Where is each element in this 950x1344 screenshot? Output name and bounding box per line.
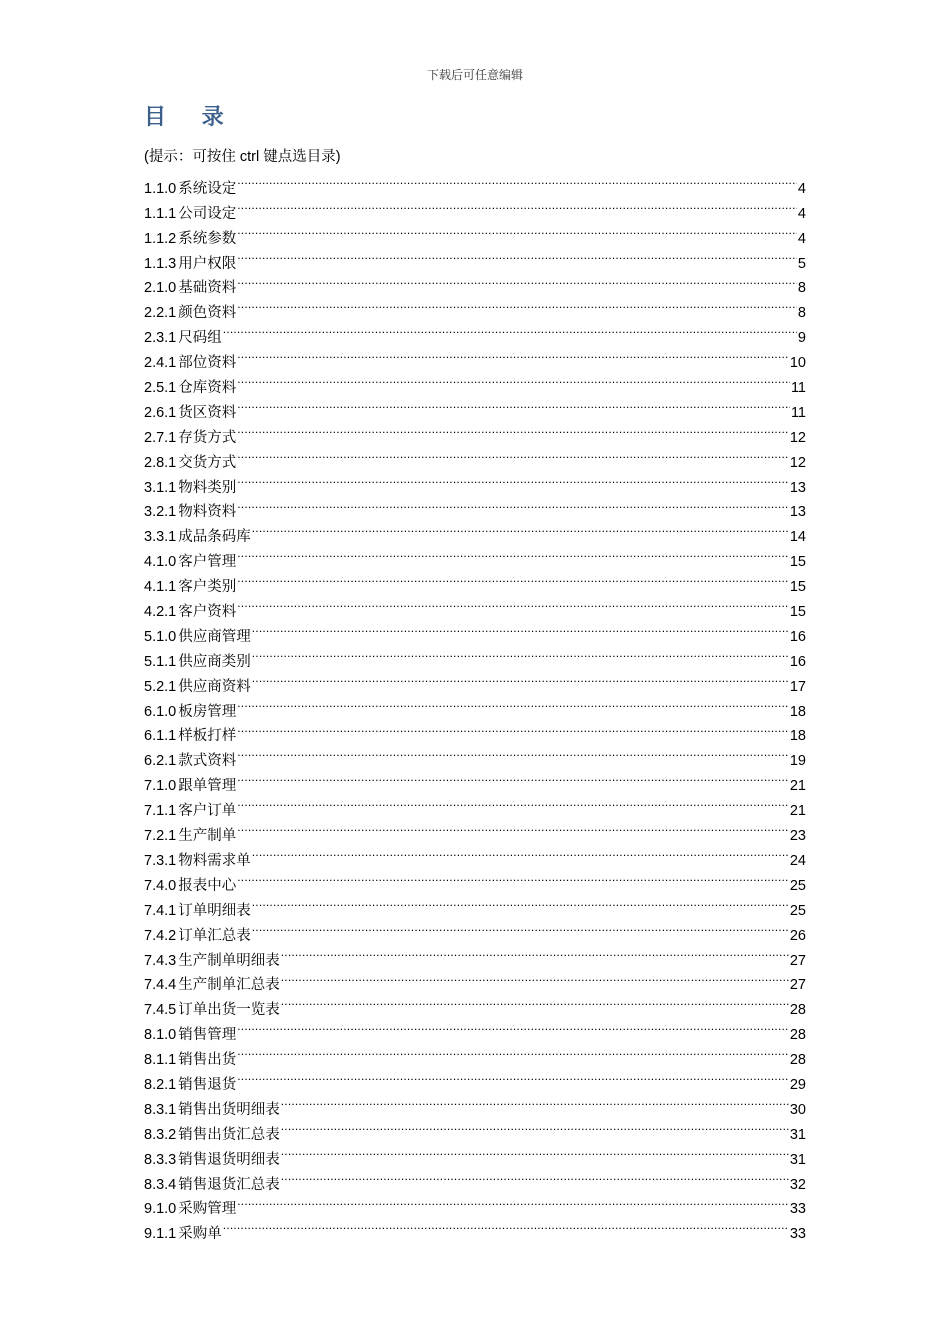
toc-dot-leader xyxy=(237,342,789,367)
toc-entry-page: 33 xyxy=(789,1201,806,1218)
toc-entry-number: 2.2.1 xyxy=(144,305,177,322)
toc-entry[interactable] xyxy=(144,168,806,197)
toc-dot-leader xyxy=(281,940,789,965)
toc-dot-leader xyxy=(237,790,789,815)
toc-entry-title: 用户权限 xyxy=(178,255,237,272)
toc-dot-leader xyxy=(237,168,797,193)
toc-entry-title: 供应商管理 xyxy=(178,628,251,645)
toc-entry-page: 15 xyxy=(789,579,806,596)
toc-entry-title: 客户资料 xyxy=(178,604,237,621)
toc-dot-leader xyxy=(223,1213,789,1238)
toc-entry[interactable] xyxy=(144,1089,806,1118)
toc-entry-title: 客户订单 xyxy=(178,803,237,820)
toc-entry-title: 样板打样 xyxy=(178,728,237,745)
toc-entry-title: 成品条码库 xyxy=(178,529,251,546)
toc-entry-page: 13 xyxy=(789,479,806,496)
toc-dot-leader xyxy=(237,193,797,218)
toc-entry[interactable] xyxy=(144,1213,806,1243)
toc-entry-title: 跟单管理 xyxy=(178,778,237,795)
toc-entry-title: 采购管理 xyxy=(178,1201,237,1218)
toc-dot-leader xyxy=(252,616,789,641)
toc-entry-title: 采购单 xyxy=(178,1226,222,1243)
toc-entry-title: 板房管理 xyxy=(178,703,237,720)
toc-hint: (提示：可按住 ctrl 键点选目录) xyxy=(144,149,341,165)
toc-entry-number: 7.1.0 xyxy=(144,778,177,795)
toc-entry[interactable] xyxy=(144,218,806,247)
toc-entry[interactable] xyxy=(144,193,806,222)
toc-entry-page: 21 xyxy=(789,778,806,795)
toc-entry-number: 8.3.2 xyxy=(144,1126,177,1143)
toc-entry-page: 12 xyxy=(789,454,806,471)
toc-entry-title: 销售退货汇总表 xyxy=(178,1176,280,1193)
toc-entry-title: 报表中心 xyxy=(178,877,237,894)
toc-entry-number: 7.2.1 xyxy=(144,828,177,845)
toc-entry-number: 2.1.0 xyxy=(144,280,177,297)
toc-entry-number: 5.1.0 xyxy=(144,628,177,645)
toc-list xyxy=(144,168,806,1243)
toc-dot-leader xyxy=(237,218,797,243)
toc-entry[interactable] xyxy=(144,740,806,770)
toc-entry[interactable] xyxy=(144,243,806,272)
toc-entry-number: 1.1.3 xyxy=(144,255,177,272)
toc-entry-title: 供应商资料 xyxy=(178,678,251,695)
toc-entry-number: 1.1.1 xyxy=(144,205,177,222)
toc-dot-leader xyxy=(237,716,789,741)
toc-entry[interactable] xyxy=(144,541,806,571)
toc-entry-page: 18 xyxy=(789,703,806,720)
toc-dot-leader xyxy=(252,890,789,915)
toc-entry-title: 物料类别 xyxy=(178,479,237,496)
toc-entry[interactable] xyxy=(144,1039,806,1069)
toc-entry-page: 11 xyxy=(790,404,806,421)
toc-entry-number: 8.3.4 xyxy=(144,1176,177,1193)
toc-dot-leader xyxy=(281,1139,789,1164)
toc-entry-title: 订单汇总表 xyxy=(178,927,251,944)
toc-dot-leader xyxy=(237,392,790,417)
toc-entry-page: 28 xyxy=(789,1027,806,1044)
toc-entry[interactable] xyxy=(144,417,806,446)
toc-entry[interactable] xyxy=(144,616,806,645)
toc-entry-number: 7.4.1 xyxy=(144,902,177,919)
toc-entry-number: 7.3.1 xyxy=(144,852,177,869)
toc-entry-number: 7.4.4 xyxy=(144,977,177,994)
toc-entry[interactable] xyxy=(144,840,806,869)
toc-entry-page: 4 xyxy=(797,230,806,247)
toc-dot-leader xyxy=(252,915,789,940)
toc-dot-leader xyxy=(237,268,797,293)
toc-entry-page: 28 xyxy=(789,1002,806,1019)
toc-dot-leader xyxy=(237,442,789,467)
toc-dot-leader xyxy=(237,1039,789,1064)
toc-entry-title: 系统设定 xyxy=(178,180,237,197)
toc-entry-number: 3.3.1 xyxy=(144,529,177,546)
toc-entry-number: 7.4.5 xyxy=(144,1002,177,1019)
toc-entry-page: 15 xyxy=(789,604,806,621)
toc-dot-leader xyxy=(281,1164,789,1189)
toc-entry[interactable] xyxy=(144,691,806,720)
toc-entry-title: 订单出货一览表 xyxy=(178,1002,280,1019)
toc-entry-title: 系统参数 xyxy=(178,230,237,247)
toc-entry[interactable] xyxy=(144,467,806,496)
toc-entry-page: 27 xyxy=(789,977,806,994)
toc-dot-leader xyxy=(252,840,789,865)
toc-dot-leader xyxy=(237,865,789,890)
toc-entry-page: 28 xyxy=(789,1052,806,1069)
toc-entry-number: 6.2.1 xyxy=(144,753,177,770)
toc-entry[interactable] xyxy=(144,815,806,845)
toc-entry[interactable] xyxy=(144,442,806,471)
toc-entry[interactable] xyxy=(144,890,806,919)
toc-entry[interactable] xyxy=(144,492,806,521)
toc-dot-leader xyxy=(237,243,797,268)
toc-entry-title: 生产制单明细表 xyxy=(178,952,280,969)
toc-entry-page: 32 xyxy=(789,1176,806,1193)
toc-entry-number: 8.3.1 xyxy=(144,1101,177,1118)
toc-dot-leader xyxy=(252,516,789,541)
toc-entry-number: 2.8.1 xyxy=(144,454,177,471)
toc-dot-leader xyxy=(237,740,789,765)
toc-entry-page: 23 xyxy=(789,828,806,845)
toc-entry-page: 13 xyxy=(789,504,806,521)
toc-entry-title: 销售出货汇总表 xyxy=(178,1126,280,1143)
toc-entry-title: 物料需求单 xyxy=(178,852,251,869)
toc-dot-leader xyxy=(252,666,789,691)
toc-entry-number: 3.1.1 xyxy=(144,479,177,496)
toc-entry[interactable] xyxy=(144,790,806,820)
toc-entry-number: 6.1.1 xyxy=(144,728,177,745)
toc-entry[interactable] xyxy=(144,367,806,397)
toc-entry-page: 31 xyxy=(789,1126,806,1143)
toc-entry[interactable] xyxy=(144,716,806,745)
toc-dot-leader xyxy=(281,1089,789,1114)
toc-dot-leader xyxy=(281,965,789,990)
page-header: 下载后可任意编辑 xyxy=(426,68,523,82)
toc-title: 目 录 xyxy=(144,105,238,130)
toc-entry-page: 8 xyxy=(797,280,806,297)
toc-entry-page: 5 xyxy=(797,255,806,272)
toc-entry-number: 2.4.1 xyxy=(144,355,177,372)
toc-entry-page: 4 xyxy=(797,180,806,197)
toc-dot-leader xyxy=(237,541,789,566)
toc-entry-page: 29 xyxy=(789,1076,806,1093)
toc-entry-number: 9.1.1 xyxy=(144,1226,177,1243)
toc-entry-number: 9.1.0 xyxy=(144,1201,177,1218)
toc-entry-page: 31 xyxy=(789,1151,806,1168)
toc-entry[interactable] xyxy=(144,292,806,322)
toc-entry-page: 18 xyxy=(789,728,806,745)
toc-entry-page: 8 xyxy=(797,305,806,322)
toc-entry-number: 5.2.1 xyxy=(144,678,177,695)
toc-entry-number: 2.5.1 xyxy=(144,380,177,397)
toc-entry-title: 交货方式 xyxy=(178,454,237,471)
toc-entry-title: 公司设定 xyxy=(178,205,237,222)
toc-entry[interactable] xyxy=(144,765,806,795)
toc-entry-page: 25 xyxy=(789,877,806,894)
toc-entry[interactable] xyxy=(144,317,806,347)
toc-entry-page: 21 xyxy=(789,803,806,820)
toc-entry-number: 7.4.3 xyxy=(144,952,177,969)
toc-entry-number: 7.4.0 xyxy=(144,877,177,894)
toc-entry-page: 16 xyxy=(789,628,806,645)
toc-entry[interactable] xyxy=(144,1189,806,1218)
toc-dot-leader xyxy=(237,566,789,591)
toc-entry[interactable] xyxy=(144,566,806,596)
toc-entry-title: 基础资料 xyxy=(178,280,237,297)
toc-dot-leader xyxy=(281,1114,789,1139)
toc-entry-number: 5.1.1 xyxy=(144,653,177,670)
toc-dot-leader xyxy=(237,1189,789,1214)
toc-entry-page: 11 xyxy=(790,380,806,397)
toc-entry-title: 部位资料 xyxy=(178,355,237,372)
toc-dot-leader xyxy=(237,492,789,517)
toc-entry-number: 4.1.0 xyxy=(144,554,177,571)
toc-entry-title: 客户管理 xyxy=(178,554,237,571)
toc-entry-page: 12 xyxy=(789,429,806,446)
toc-entry-number: 4.2.1 xyxy=(144,604,177,621)
toc-entry-page: 16 xyxy=(789,653,806,670)
toc-entry-page: 30 xyxy=(789,1101,806,1118)
toc-dot-leader xyxy=(237,467,789,492)
toc-entry-page: 26 xyxy=(789,927,806,944)
toc-entry-page: 17 xyxy=(789,678,806,695)
toc-dot-leader xyxy=(237,1064,789,1089)
toc-entry-title: 物料资料 xyxy=(178,504,237,521)
toc-entry-title: 货区资料 xyxy=(178,404,237,421)
toc-entry-page: 10 xyxy=(789,355,806,372)
toc-entry-title: 生产制单 xyxy=(178,828,237,845)
toc-entry-title: 仓库资料 xyxy=(178,380,237,397)
toc-entry-title: 销售管理 xyxy=(178,1027,237,1044)
toc-entry[interactable] xyxy=(144,342,806,372)
toc-dot-leader xyxy=(237,417,789,442)
toc-entry-number: 1.1.2 xyxy=(144,230,177,247)
toc-entry-page: 24 xyxy=(789,852,806,869)
toc-entry-number: 3.2.1 xyxy=(144,504,177,521)
toc-entry-number: 4.1.1 xyxy=(144,579,177,596)
toc-entry-number: 8.1.1 xyxy=(144,1052,177,1069)
toc-dot-leader xyxy=(223,317,797,342)
toc-entry-title: 销售退货明细表 xyxy=(178,1151,280,1168)
toc-entry-title: 供应商类别 xyxy=(178,653,251,670)
toc-entry-page: 14 xyxy=(789,529,806,546)
toc-entry[interactable] xyxy=(144,268,806,297)
toc-entry-page: 15 xyxy=(789,554,806,571)
toc-entry[interactable] xyxy=(144,516,806,546)
toc-entry[interactable] xyxy=(144,865,806,894)
toc-dot-leader xyxy=(237,691,789,716)
toc-entry-page: 4 xyxy=(797,205,806,222)
toc-dot-leader xyxy=(237,815,789,840)
toc-entry-page: 27 xyxy=(789,952,806,969)
toc-entry-title: 存货方式 xyxy=(178,429,237,446)
toc-entry-title: 生产制单汇总表 xyxy=(178,977,280,994)
toc-entry[interactable] xyxy=(144,1014,806,1044)
toc-entry-title: 销售退货 xyxy=(178,1076,237,1093)
toc-entry-number: 2.3.1 xyxy=(144,330,177,347)
toc-entry-number: 7.1.1 xyxy=(144,803,177,820)
toc-entry-number: 8.3.3 xyxy=(144,1151,177,1168)
toc-entry[interactable] xyxy=(144,392,806,421)
toc-dot-leader xyxy=(237,765,789,790)
toc-dot-leader xyxy=(252,641,789,666)
toc-entry-number: 8.1.0 xyxy=(144,1027,177,1044)
toc-entry-number: 6.1.0 xyxy=(144,703,177,720)
toc-entry-title: 颜色资料 xyxy=(178,305,237,322)
toc-entry-number: 2.6.1 xyxy=(144,404,177,421)
toc-entry[interactable] xyxy=(144,1064,806,1093)
toc-entry-number: 7.4.2 xyxy=(144,927,177,944)
toc-entry-number: 2.7.1 xyxy=(144,429,177,446)
toc-dot-leader xyxy=(237,367,790,392)
toc-entry-number: 1.1.0 xyxy=(144,180,177,197)
toc-dot-leader xyxy=(237,591,789,616)
toc-dot-leader xyxy=(237,292,797,317)
toc-entry-title: 销售出货 xyxy=(178,1052,237,1069)
toc-entry-title: 客户类别 xyxy=(178,579,237,596)
toc-entry-title: 款式资料 xyxy=(178,753,237,770)
toc-entry-title: 尺码组 xyxy=(178,330,222,347)
toc-entry-page: 25 xyxy=(789,902,806,919)
toc-entry-number: 8.2.1 xyxy=(144,1076,177,1093)
toc-entry-page: 9 xyxy=(797,330,806,347)
toc-entry-title: 销售出货明细表 xyxy=(178,1101,280,1118)
toc-dot-leader xyxy=(281,989,789,1014)
toc-entry-page: 33 xyxy=(789,1226,806,1243)
toc-entry[interactable] xyxy=(144,591,806,621)
toc-entry-title: 订单明细表 xyxy=(178,902,251,919)
toc-entry-page: 19 xyxy=(789,753,806,770)
toc-dot-leader xyxy=(237,1014,789,1039)
